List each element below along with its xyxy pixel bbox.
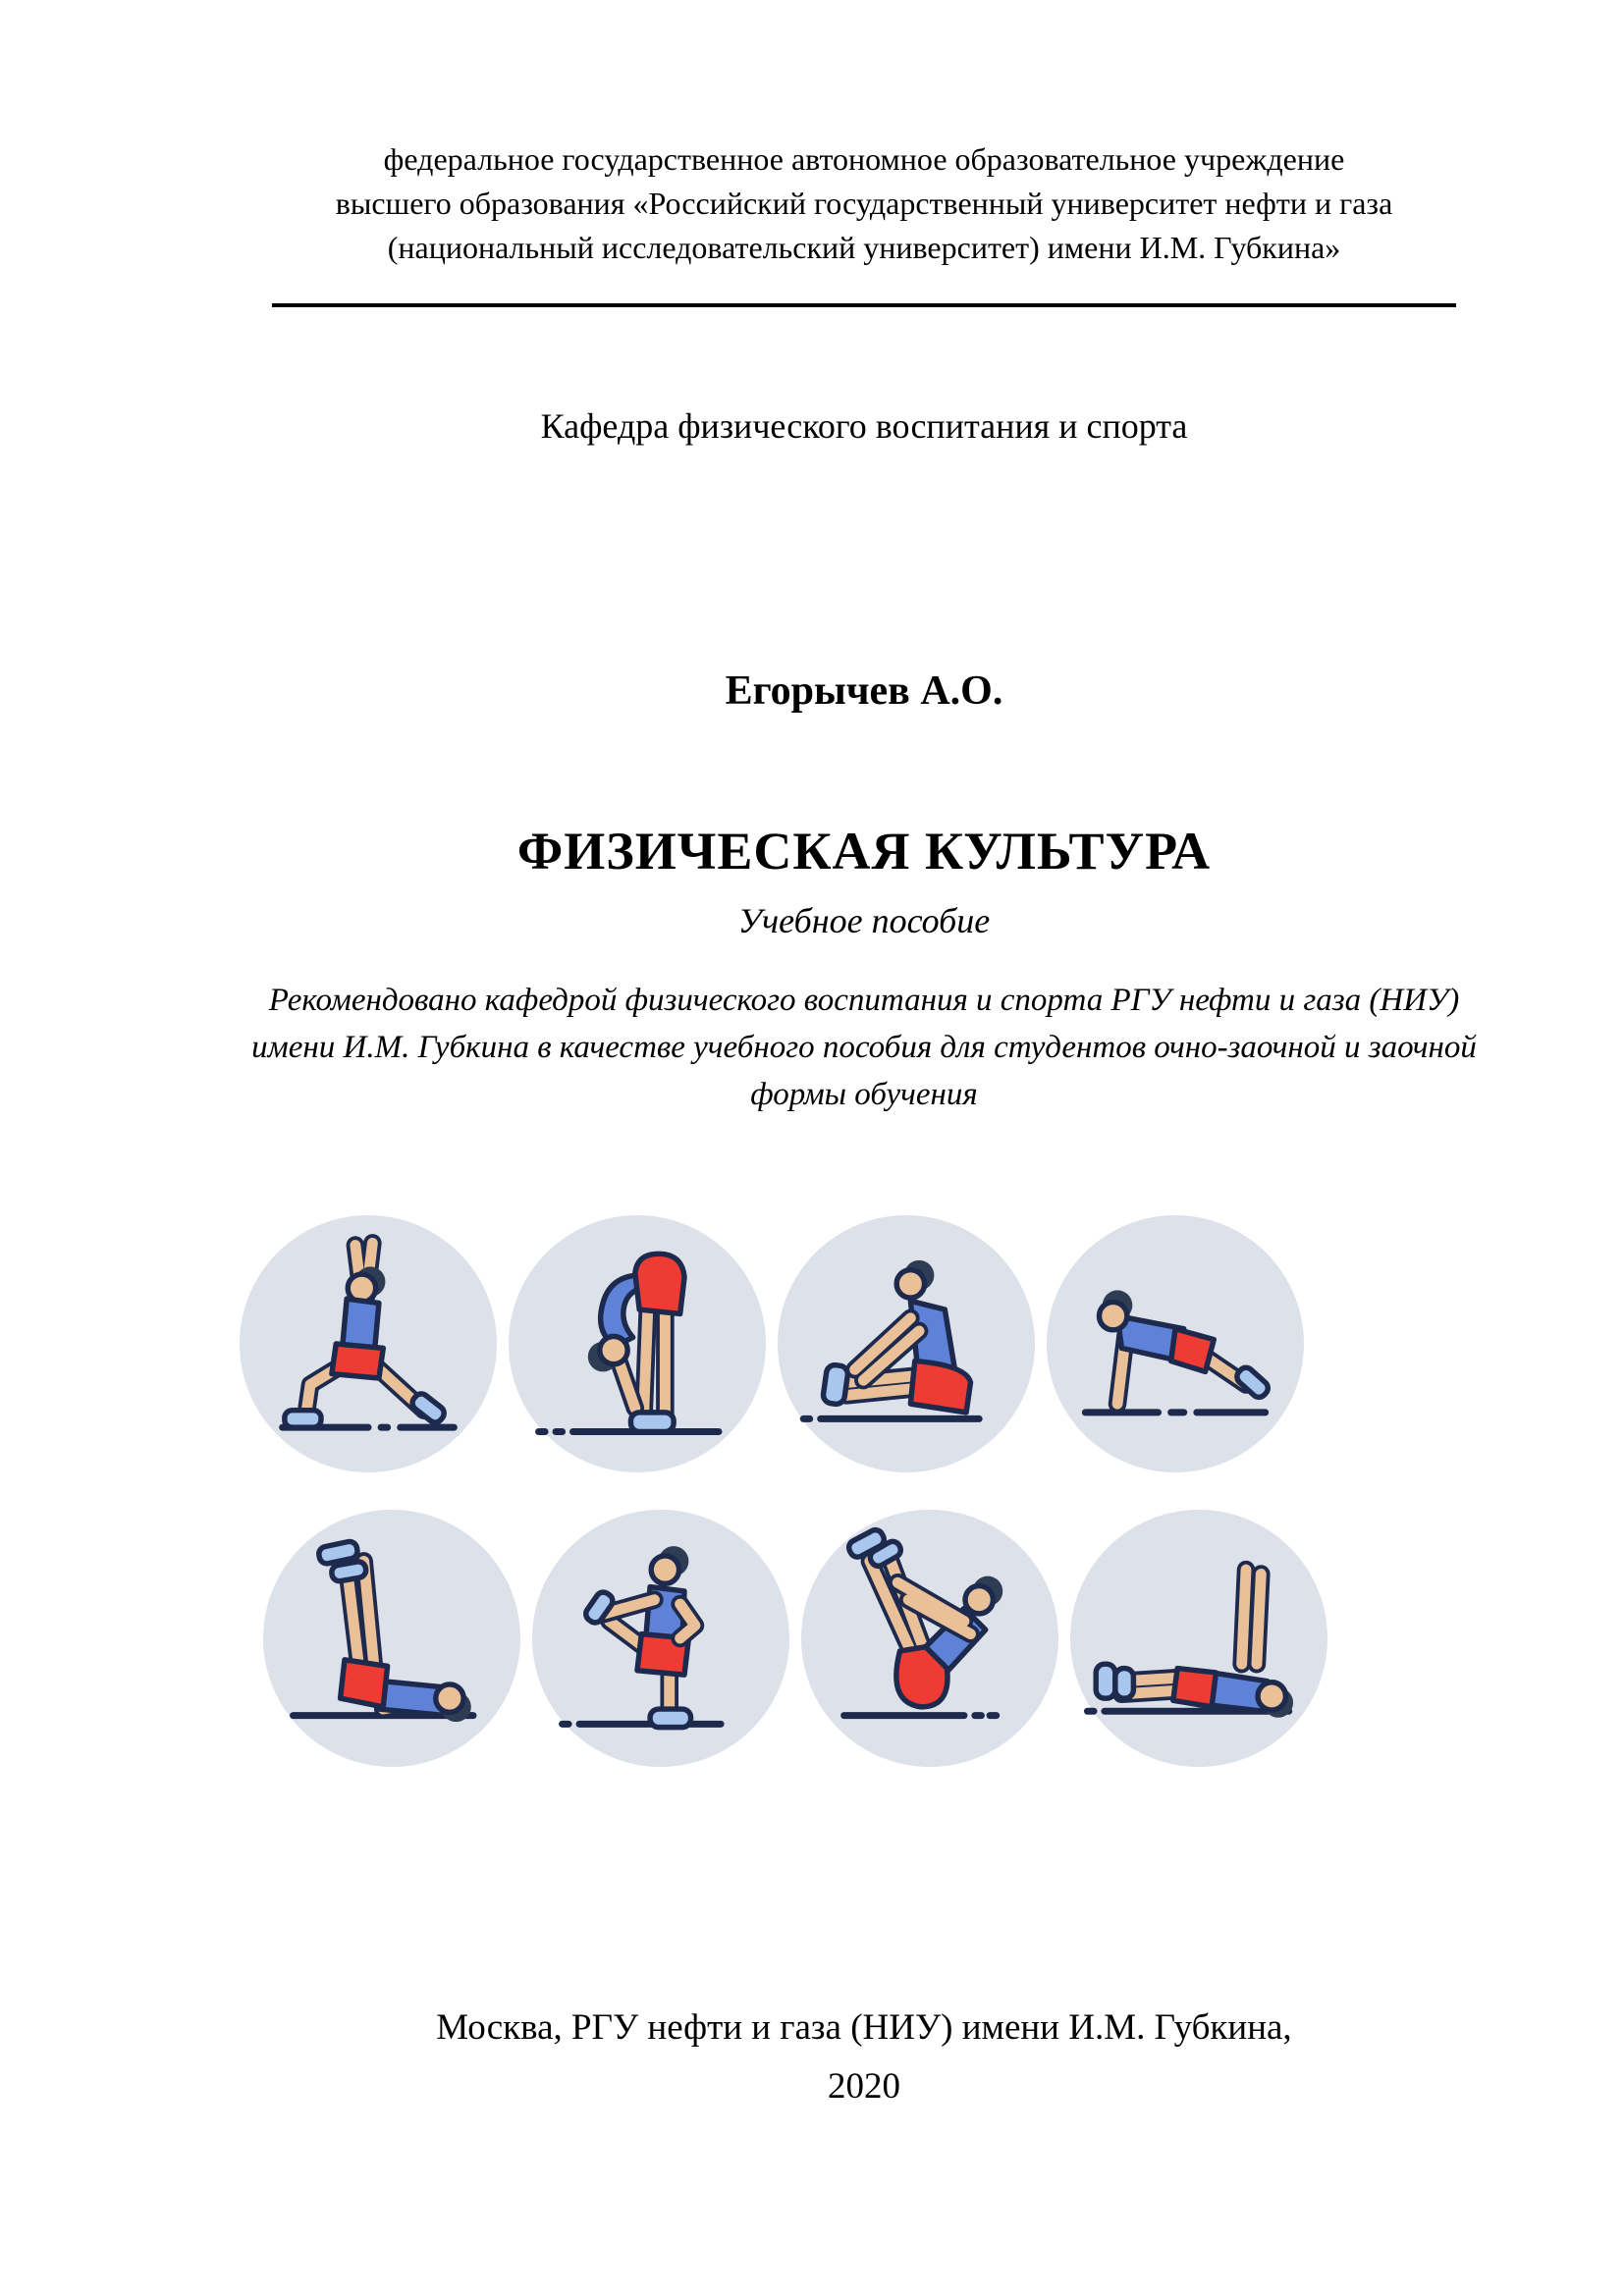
book-subtitle: Учебное пособие	[737, 901, 991, 940]
exercise-illustrations-row-2	[263, 1510, 1327, 1767]
publication-year: 2020	[828, 2066, 900, 2107]
recommendation-line-2: имени И.М. Губкина в качестве учебного пособия для студентов очно-заочной и заочной	[251, 1030, 1477, 1065]
institution-line-3: (национальный исследовательский университет) имени И.М. Губкина»	[387, 230, 1341, 265]
book-title: ФИЗИЧЕСКАЯ КУЛЬТУРА	[516, 822, 1212, 881]
recommendation-line-1: Рекомендовано кафедрой физического воспитания и спорта РГУ нефти и газа (НИУ)	[268, 983, 1460, 1018]
institution-line-1: федеральное государственное автономное образовательное учреждение	[383, 141, 1345, 177]
recommendation-text	[236, 977, 1492, 1118]
exercise-lying-leg-raise-icon	[263, 1510, 520, 1767]
author-name: Егорычев А.О.	[725, 668, 1003, 714]
exercise-lying-arms-raised-icon	[1070, 1510, 1327, 1767]
imprint	[236, 1999, 1492, 2116]
institution-header	[236, 137, 1492, 270]
department-title: Кафедра физического воспитания и спорта	[540, 406, 1188, 446]
recommendation-line-3: формы обучения	[750, 1077, 978, 1112]
content-area	[236, 0, 1492, 2296]
exercise-v-sit-icon	[801, 1510, 1058, 1767]
exercise-seated-forward-fold-icon	[778, 1215, 1035, 1472]
exercise-standing-leg-raise-icon	[532, 1510, 789, 1767]
divider-line	[272, 303, 1456, 307]
institution-line-2: высшего образования «Российский государственный университет нефти и газа	[335, 186, 1393, 221]
publisher-city-line: Москва, РГУ нефти и газа (НИУ) имени И.М. Губкина,	[436, 2007, 1292, 2048]
exercise-standing-forward-fold-icon	[509, 1215, 766, 1472]
exercise-lunge-arms-raised-icon	[240, 1215, 497, 1472]
exercise-illustrations-row-1	[240, 1215, 1304, 1472]
exercise-plank-icon	[1047, 1215, 1304, 1472]
